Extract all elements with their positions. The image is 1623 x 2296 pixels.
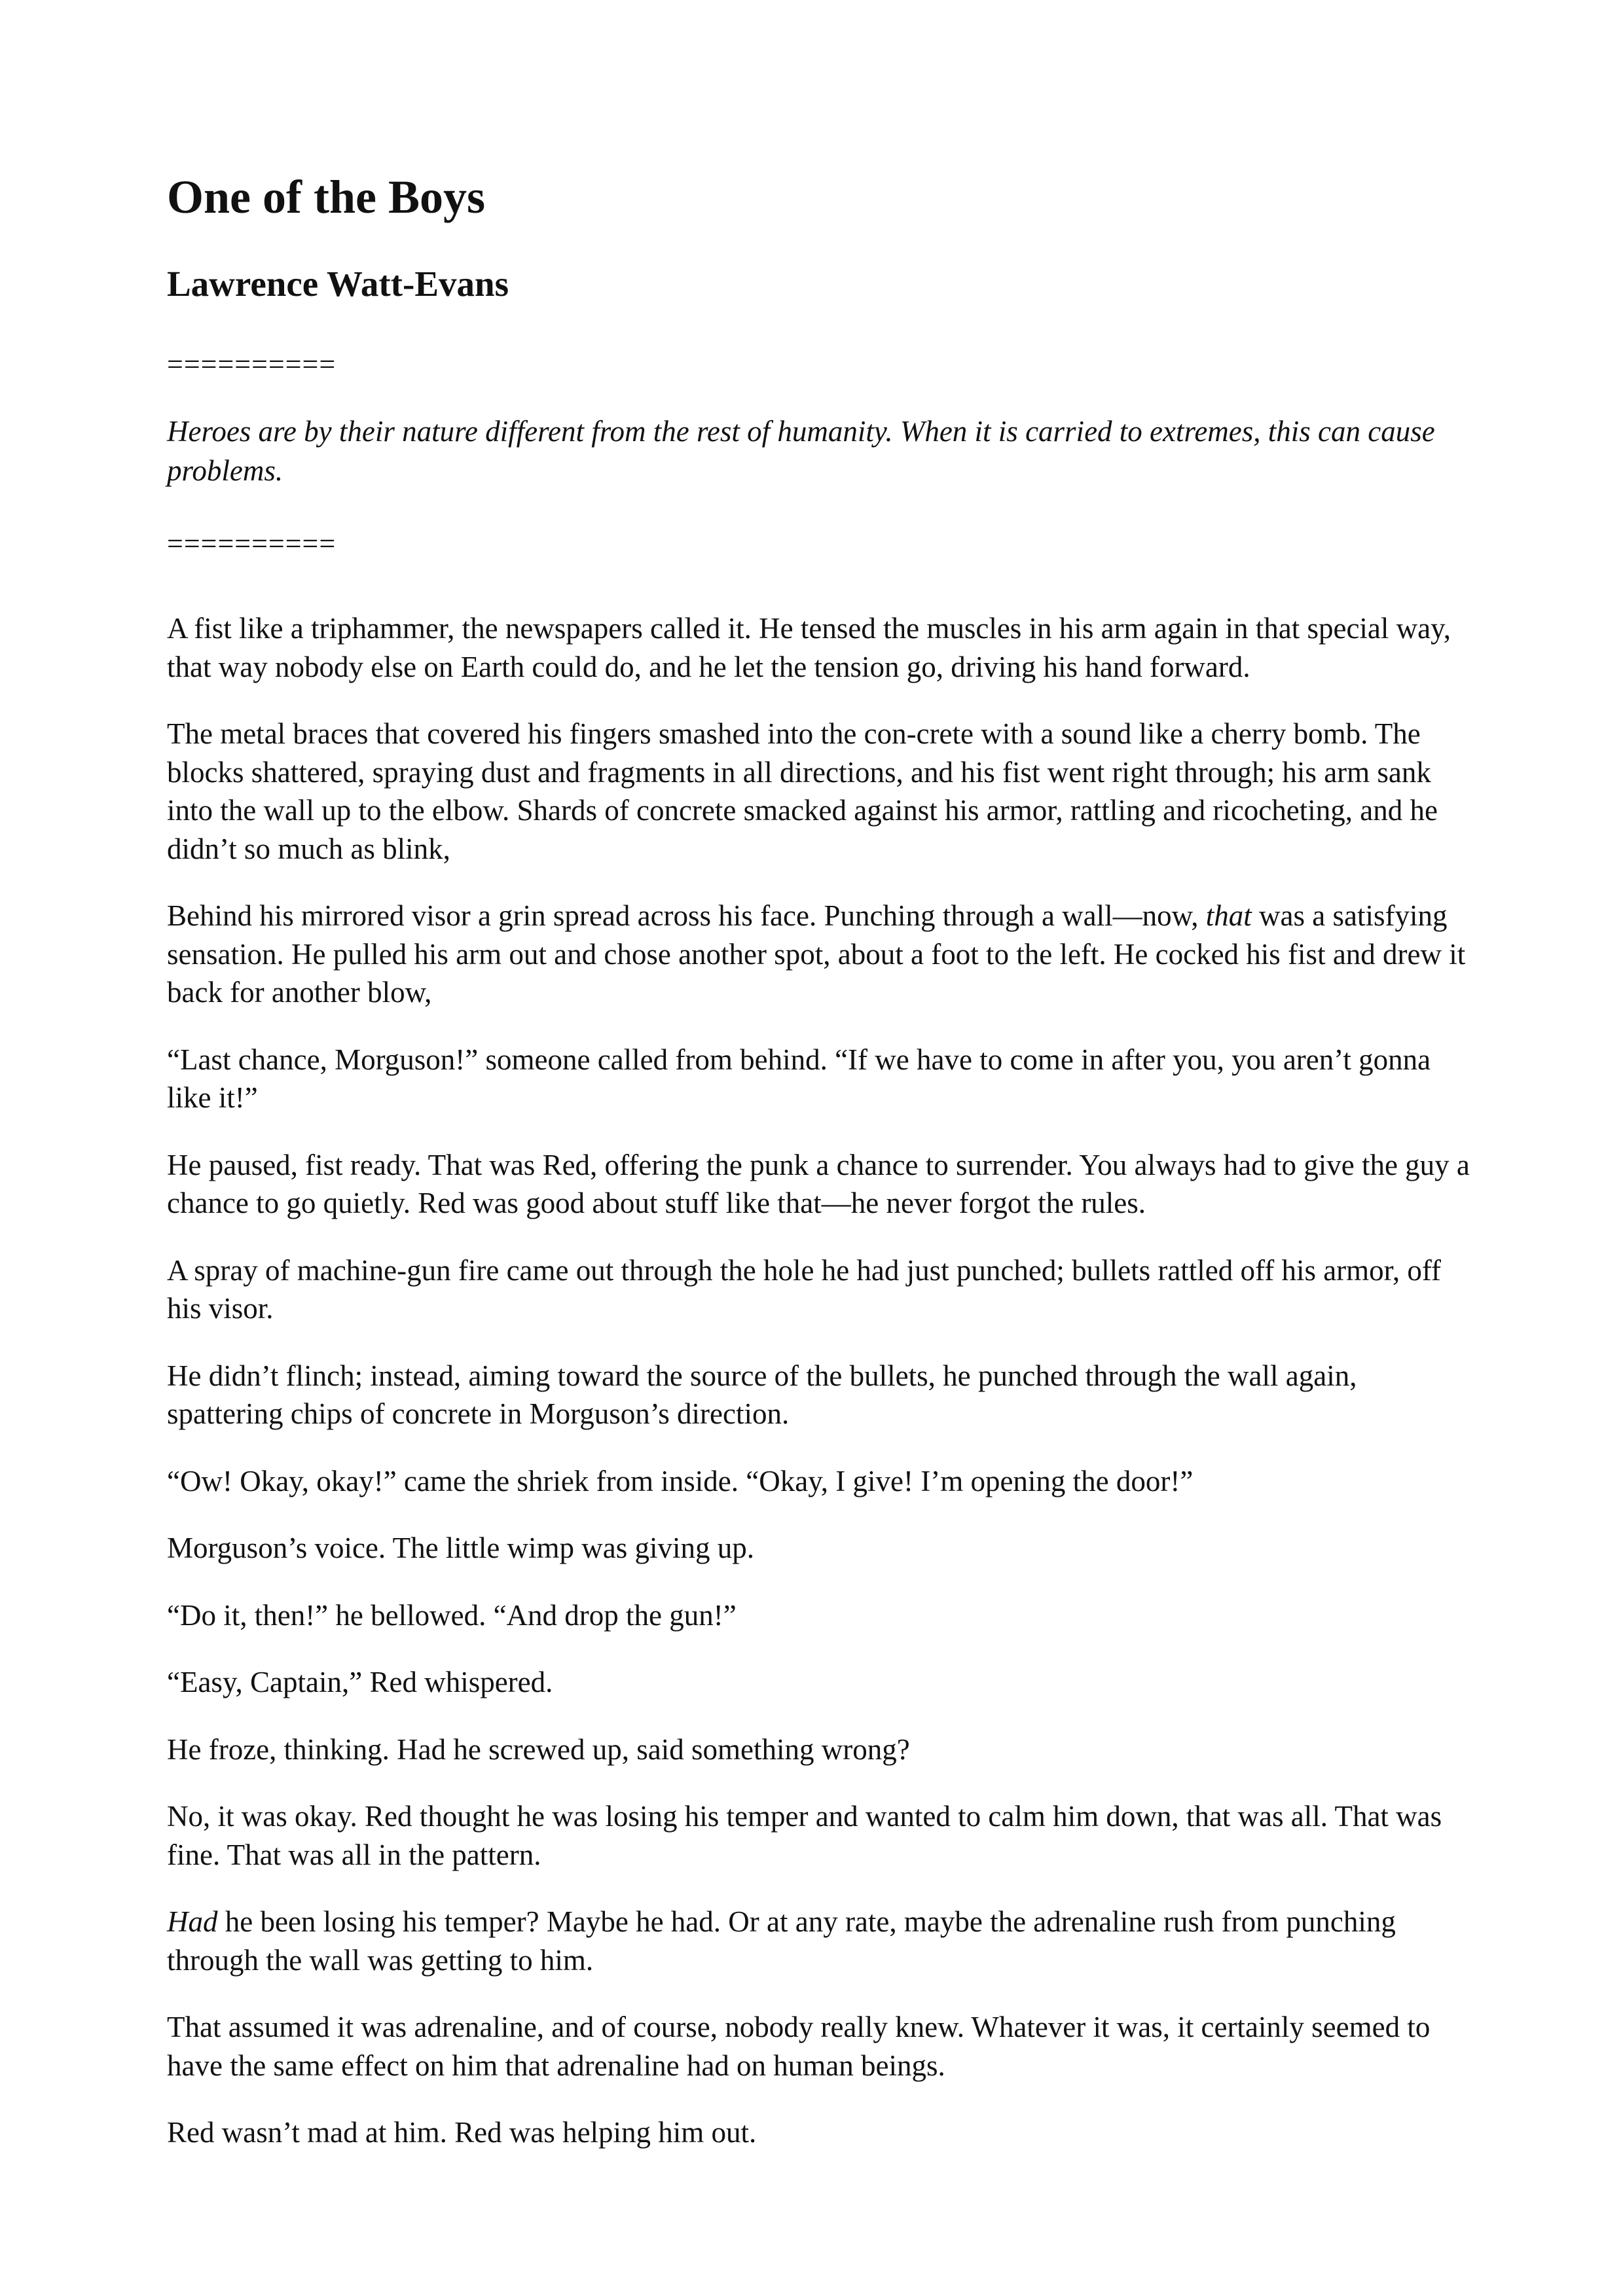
paragraph: A spray of machine-gun fire came out through the hole he had just punched; bullets rattled off his armor, off his visor. xyxy=(167,1253,1442,1325)
emphasis-text: Had xyxy=(167,1905,218,1938)
document-page xyxy=(167,167,1470,2181)
paragraph-text: Behind his mirrored visor a grin spread across his face. Punching through a wall—now, xyxy=(167,899,1206,932)
story-body xyxy=(167,609,1470,2152)
paragraph: He didn’t flinch; instead, aiming toward the source of the bullets, he punched through the wall again, spattering chips of concrete in Morguson’s direction. xyxy=(167,1359,1357,1430)
paragraph: He paused, fist ready. That was Red, offering the punk a chance to surrender. You always had to give the guy a chance to go quietly. Red was good about stuff like that—he never forgot the rules. xyxy=(167,1148,1470,1219)
separator-bottom: ========== xyxy=(167,528,337,560)
paragraph: Morguson’s voice. The little wimp was giving up. xyxy=(167,1532,755,1564)
paragraph: No, it was okay. Red thought he was losing his temper and wanted to calm him down, that was all. That was fine. That was all in the pattern. xyxy=(167,1800,1442,1871)
paragraph: “Last chance, Morguson!” someone called from behind. “If we have to come in after you, you aren’t gonna like it!” xyxy=(167,1043,1431,1114)
paragraph: A fist like a triphammer, the newspapers called it. He tensed the muscles in his arm again in that special way, that way nobody else on Earth could do, and he let the tension go, driving his hand forward. xyxy=(167,612,1451,683)
separator-top: ========== xyxy=(167,348,337,380)
paragraph xyxy=(167,1903,1470,1979)
paragraph-text: he been losing his temper? Maybe he had. Or at any rate, maybe the adrenaline rush from punching through the wall was getting to him. xyxy=(167,1905,1396,1977)
paragraph: He froze, thinking. Had he screwed up, said something wrong? xyxy=(167,1732,910,1766)
author-name: Lawrence Watt-Evans xyxy=(167,264,509,304)
paragraph: “Ow! Okay, okay!” came the shriek from inside. “Okay, I give! I’m opening the door!” xyxy=(167,1464,1194,1498)
paragraph: That assumed it was adrenaline, and of course, nobody really knew. Whatever it was, it certainly seemed to have the same effect on him that adrenaline had on human beings. xyxy=(167,2011,1431,2082)
epigraph: Heroes are by their nature different from the rest of humanity. When it is carried to extremes, this can cause problems. xyxy=(167,415,1435,487)
paragraph-text: was a satisfying sensation. He pulled his arm out and chose another spot, about a foot to the left. He cocked his fist and drew it back for another blow, xyxy=(167,899,1466,1009)
paragraph: “Easy, Captain,” Red whispered. xyxy=(167,1666,553,1698)
paragraph: Red wasn’t mad at him. Red was helping him out. xyxy=(167,2116,757,2149)
paragraph: The metal braces that covered his fingers smashed into the con-crete with a sound like a cherry bomb. The blocks shattered, spraying dust and fragments in all directions, and his fist went right through; his arm sank into the wall up to the elbow. Shards of concrete smacked against his armor, rattling and ricocheting, and he didn’t so much as blink, xyxy=(167,717,1438,865)
paragraph xyxy=(167,897,1470,1012)
paragraph: “Do it, then!” he bellowed. “And drop the gun!” xyxy=(167,1598,737,1632)
emphasis-text: that xyxy=(1205,899,1252,932)
story-title: One of the Boys xyxy=(167,171,485,223)
